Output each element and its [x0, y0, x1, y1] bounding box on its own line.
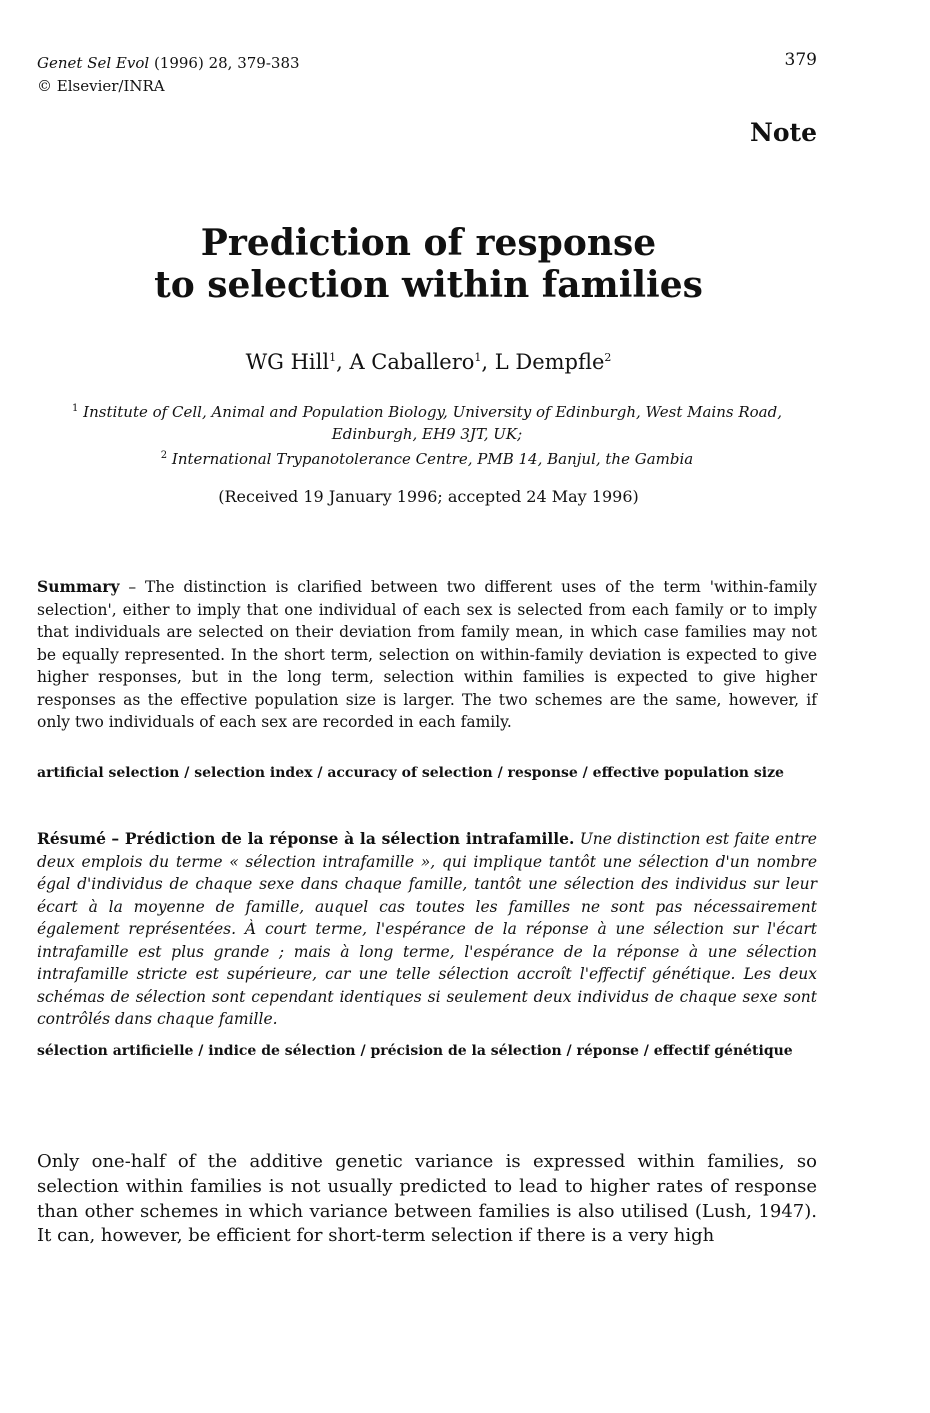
author-separator: ,	[481, 350, 495, 374]
author-affil-mark: 2	[604, 351, 612, 364]
keywords-english: artificial selection / selection index / accuracy of selection / response / effective population size	[37, 765, 784, 781]
section-label: Note	[750, 118, 817, 147]
body-paragraph: Only one-half of the additive genetic variance is expressed within families, so selection within families is not usually predicted to lead to higher rates of response than other schemes in which variance between families is also utilised (Lush, 1947). It can, however, be efficient for short-term selection if there is a very high	[37, 1151, 817, 1247]
affiliation-mark: 1	[72, 403, 79, 414]
author-name: A Caballero	[349, 350, 475, 374]
title-line-1: Prediction of response	[200, 222, 657, 264]
resume-title: – Prédiction de la réponse à la sélection intrafamille.	[111, 829, 575, 848]
title-line-2: to selection within families	[154, 264, 703, 306]
author-affil-mark: 1	[329, 351, 337, 364]
affiliation-text: International Trypanotolerance Centre, PMB 14, Banjul, the Gambia	[171, 450, 694, 468]
resume-heading: Résumé	[37, 829, 107, 848]
running-header	[37, 52, 300, 98]
citation-line	[37, 52, 300, 75]
affiliation-text: Institute of Cell, Animal and Population Biology, University of Edinburgh, West Mains Road, Edinburgh, EH9 3JT, UK;	[83, 403, 782, 443]
keywords-french: sélection artificielle / indice de sélection / précision de la sélection / réponse / effectif génétique	[37, 1043, 793, 1059]
author-affil-mark: 1	[474, 351, 482, 364]
page-number: 379	[784, 50, 817, 70]
author-list	[0, 350, 857, 374]
affiliation	[37, 445, 817, 470]
received-dates: (Received 19 January 1996; accepted 24 May 1996)	[218, 487, 639, 506]
author-name: L Dempfle	[494, 350, 605, 374]
journal-name: Genet Sel Evol	[37, 54, 150, 72]
citation: (1996) 28, 379-383	[153, 54, 300, 72]
affiliation-mark: 2	[160, 450, 168, 461]
resume-abstract	[37, 828, 817, 1031]
paper-title	[0, 222, 857, 306]
summary-text: – The distinction is clarified between two different uses of the term 'within-family selection', either to imply that one individual of each sex is selected from each family or to imply that individuals are selected on their deviation from family mean, in which case families may not be equally represented. In the short term, selection on within-family deviation is expected to give higher responses, but in the long term, selection within families is expected to give higher responses as the effective population size is larger. The two schemes are the same, however, if only two individuals of each sex are recorded in each family.	[37, 578, 817, 731]
affiliation	[37, 398, 817, 445]
summary-heading: Summary	[37, 577, 120, 596]
summary-abstract	[37, 576, 817, 734]
author-name: WG Hill	[245, 350, 330, 374]
resume-text: Une distinction est faite entre deux emplois du terme « sélection intrafamille », qui implique tantôt une sélection d'un nombre égal d'individus de chaque sexe dans chaque famille, tantôt une sélection des individus sur leur écart à la moyenne de famille, auquel cas toutes les familles ne sont pas nécessairement également représentées. À court terme, l'espérance de la réponse à une sélection sur l'écart intrafamille est plus grande ; mais à long terme, l'espérance de la réponse à une sélection intrafamille stricte est supérieure, car une telle sélection accroît l'effectif génétique. Les deux schémas de sélection sont cependant identiques si seulement deux individus de chaque sexe sont contrôlés dans chaque famille.	[37, 830, 817, 1028]
affiliations	[37, 398, 817, 470]
author-separator: ,	[336, 350, 350, 374]
copyright: © Elsevier/INRA	[37, 77, 165, 95]
